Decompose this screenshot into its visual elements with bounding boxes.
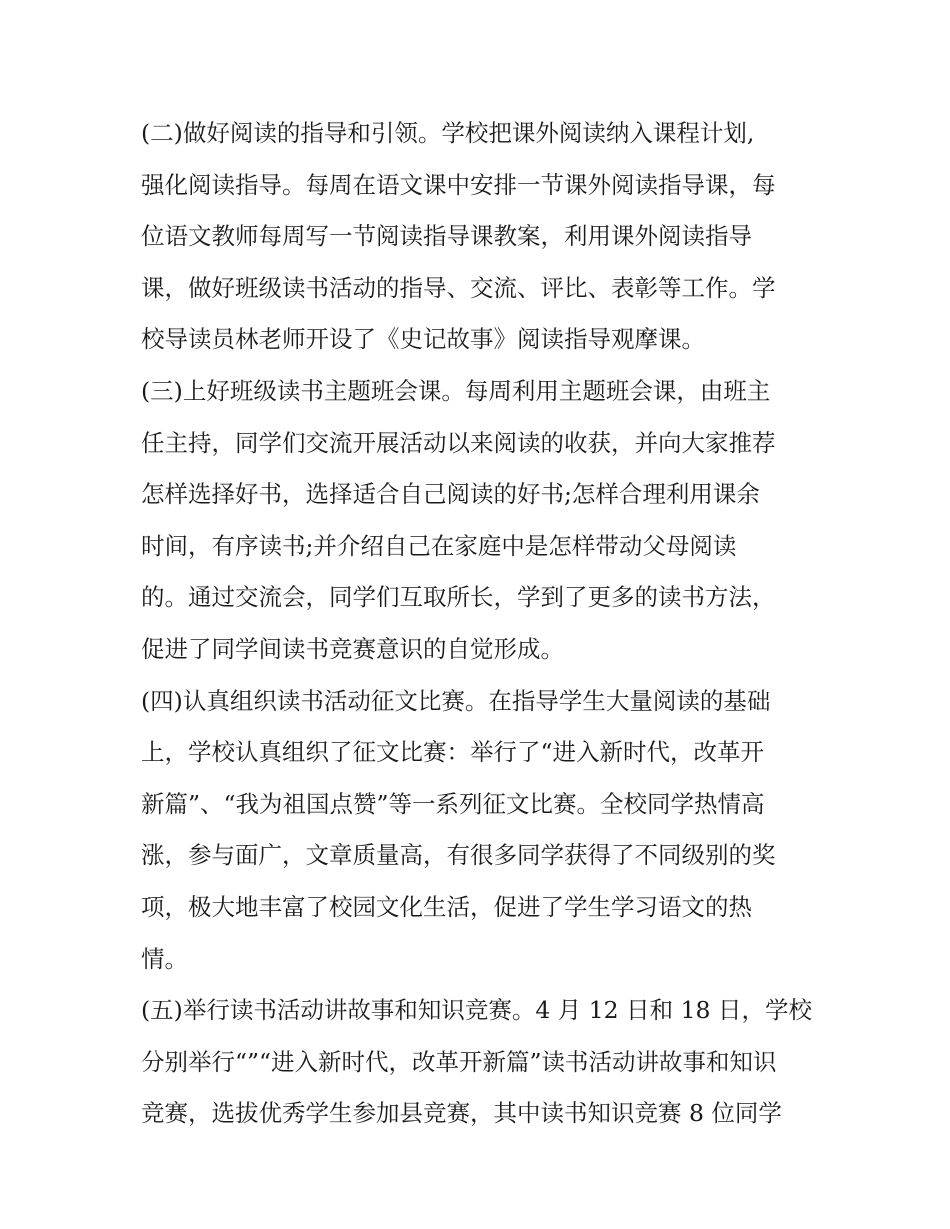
text-line: 的。通过交流会，同学们互取所长，学到了更多的读书方法，	[141, 583, 776, 612]
text-line: 情。	[141, 944, 188, 973]
text-line: 怎样选择好书，选择适合自己阅读的好书;怎样合理利用课余	[141, 480, 760, 509]
document-body-text	[141, 108, 831, 1140]
text-line: 强化阅读指导。每周在语文课中安排一节课外阅读指导课，每	[141, 170, 776, 199]
text-line: 竞赛，选拔优秀学生参加县竞赛，其中读书知识竞赛 8 位同学	[141, 1099, 782, 1128]
text-line: 涨，参与面广，文章质量高，有很多同学获得了不同级别的奖	[141, 841, 776, 870]
text-line: (三)上好班级读书主题班会课。每周利用主题班会课，由班主	[141, 376, 771, 405]
text-line: 校导读员林老师开设了《史记故事》阅读指导观摩课。	[141, 325, 705, 354]
text-line: 分别举行“”“进入新时代，改革开新篇”读书活动讲故事和知识	[141, 1047, 777, 1076]
text-line: (二)做好阅读的指导和引领。学校把课外阅读纳入课程计划,	[141, 119, 755, 147]
text-line: 新篇”、“我为祖国点赞”等一系列征文比赛。全校同学热情高	[141, 789, 765, 818]
text-line: (五)举行读书活动讲故事和知识竞赛。4 月 12 日和 18 日，学校	[141, 996, 812, 1025]
text-line: 任主持，同学们交流开展活动以来阅读的收获，并向大家推荐	[141, 428, 776, 457]
text-line: 上，学校认真组织了征文比赛：举行了“进入新时代，改革开	[141, 738, 765, 767]
text-line: 时间，有序读书;并介绍自己在家庭中是怎样带动父母阅读	[141, 531, 737, 560]
text-line: 促进了同学间读书竞赛意识的自觉形成。	[141, 634, 564, 663]
text-line: 位语文教师每周写一节阅读指导课教案，利用课外阅读指导	[141, 222, 752, 251]
text-line: 课，做好班级读书活动的指导、交流、评比、表彰等工作。学	[141, 273, 776, 302]
text-line: (四)认真组织读书活动征文比赛。在指导学生大量阅读的基础	[141, 686, 771, 715]
text-line: 项，极大地丰富了校园文化生活，促进了学生学习语文的热	[141, 892, 752, 921]
